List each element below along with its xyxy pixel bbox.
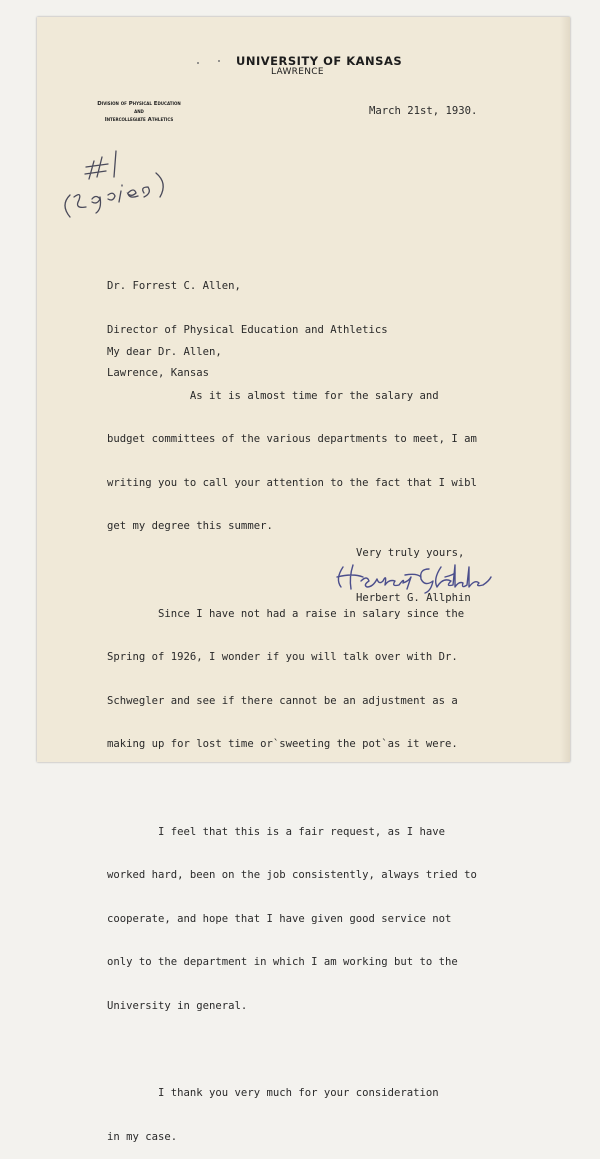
body-line: [107, 1043, 477, 1058]
signature-text: Herbert G. Allphin: [333, 559, 341, 560]
body-line: I feel that this is a fair request, as I have: [107, 825, 446, 838]
division-line: Intercollegiate Athletics: [104, 117, 174, 124]
body-line: cooperate, and hope that I have given good service not: [107, 912, 452, 925]
body-line: [107, 781, 477, 796]
body-line: Spring of 1926, I wonder if you will talk over with Dr.: [107, 651, 458, 664]
addressee-line: Lawrence, Kansas: [107, 367, 210, 379]
body-line: making up for lost time or`sweeting the pot`as it were.: [107, 738, 458, 751]
body-line: worked hard, been on the job consistently, always tried to: [107, 869, 477, 882]
letter-body: [107, 316, 477, 1159]
letter-date: March 21st, 1930.: [369, 105, 478, 117]
handwritten-note: [56, 147, 176, 227]
typed-signature: Herbert G. Allphin: [356, 592, 471, 604]
paper-shadow-edge: [560, 17, 570, 762]
addressee-line: Dr. Forrest C. Allen,: [107, 280, 241, 292]
body-line: budget committees of the various departments to meet, I am: [107, 433, 477, 446]
letterhead-university: UNIVERSITY OF KANSAS: [236, 54, 403, 68]
letterhead-division: [84, 100, 194, 125]
punch-mark: [218, 60, 220, 62]
body-line: Schwegler and see if there cannot be an adjustment as a: [107, 694, 458, 707]
addressee-line: Director of Physical Education and Athletics: [107, 323, 388, 336]
letterhead-city: LAWRENCE: [271, 67, 324, 77]
closing: Very truly yours,: [356, 547, 465, 559]
handwritten-note-text: #1 (2 copies): [56, 147, 62, 148]
body-line: Since I have not had a raise in salary since the: [107, 607, 465, 620]
salutation: My dear Dr. Allen,: [107, 346, 222, 358]
body-line: only to the department in which I am working but to the: [107, 956, 458, 969]
body-line: get my degree this summer.: [107, 520, 273, 533]
body-line: As it is almost time for the salary and: [107, 389, 439, 402]
body-line: I thank you very much for your consideration: [107, 1087, 439, 1100]
division-line: Division of Physical Education: [97, 101, 181, 107]
handwritten-signature: [333, 559, 513, 595]
body-line: University in general.: [107, 999, 248, 1012]
division-line: and: [134, 109, 144, 116]
punch-mark: [197, 62, 199, 64]
body-line: in my case.: [107, 1130, 178, 1143]
body-line: writing you to call your attention to the fact that I wibl: [107, 476, 477, 489]
